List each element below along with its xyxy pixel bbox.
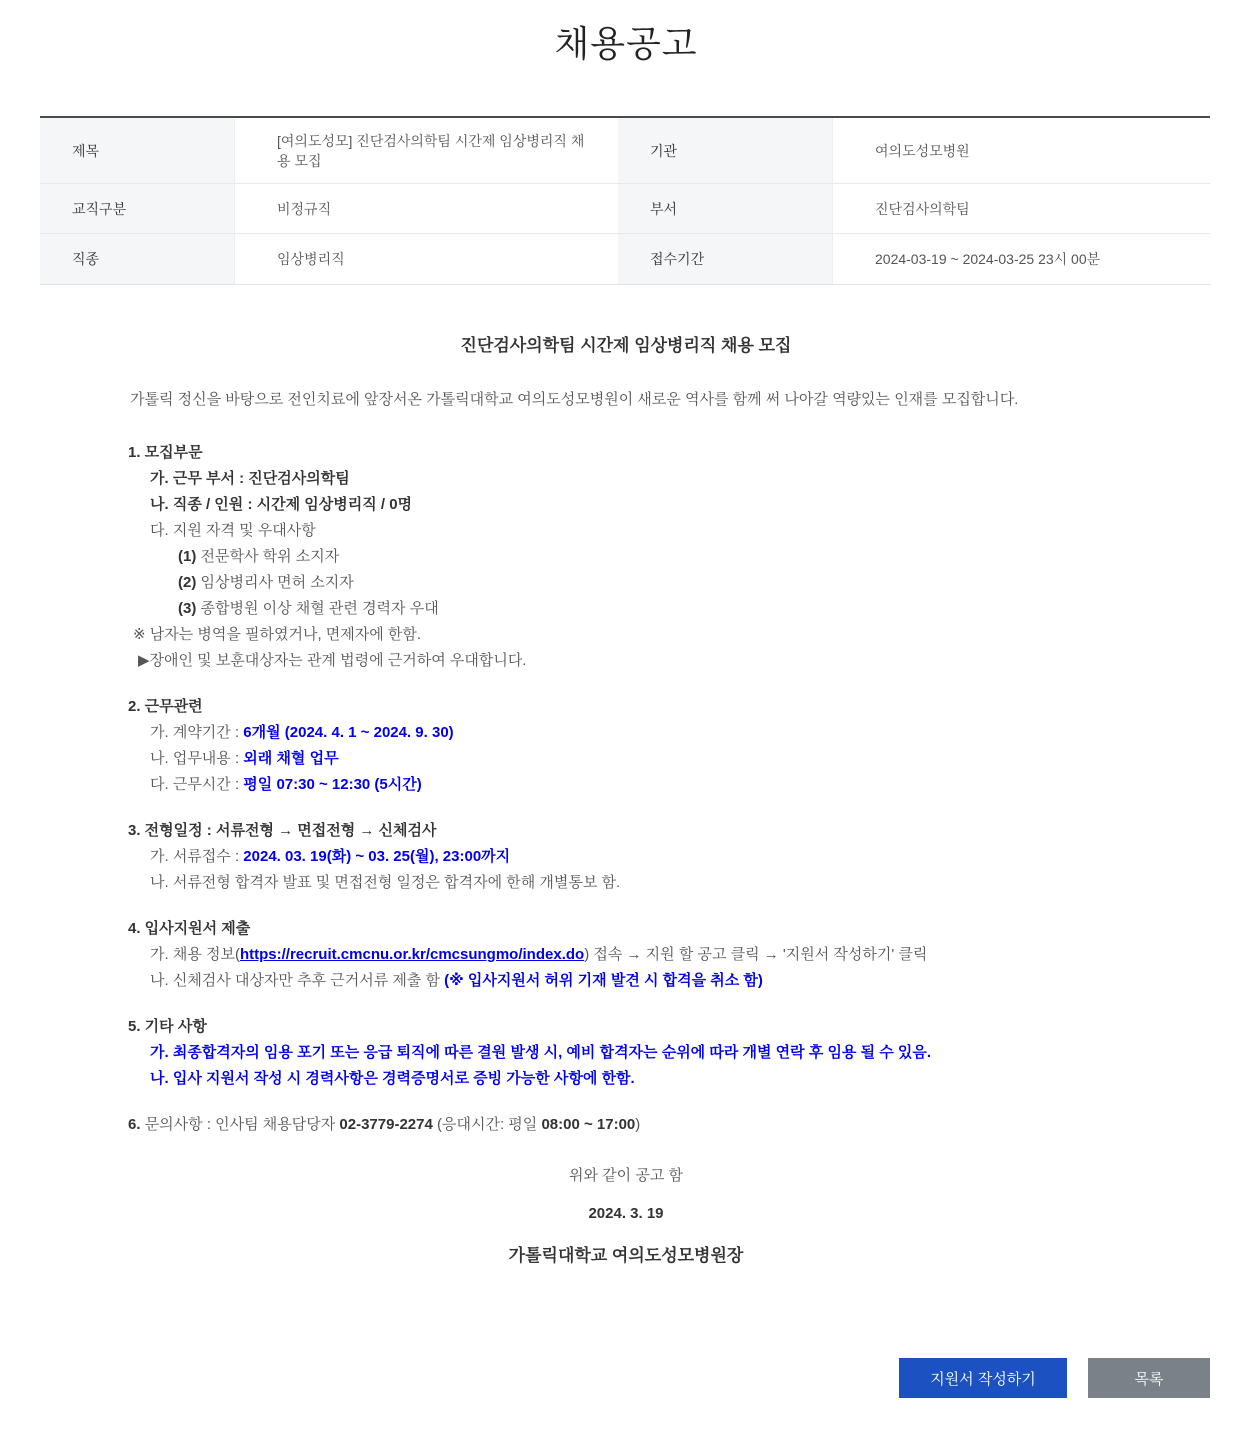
- table-label-position-type: 교직구분: [40, 184, 235, 234]
- body-line: [124, 1066, 1128, 1092]
- table-value-apply-period: 2024-03-19 ~ 2024-03-25 23시 00분: [875, 251, 1101, 267]
- text-segment: 나. 직종 / 인원 : 시간제 임상병리직 / 0명: [150, 496, 413, 513]
- closing-date: 2024. 3. 19: [588, 1205, 664, 1222]
- closing-block: [124, 1164, 1128, 1266]
- text-segment: 3. 전형일정 : 서류전형 → 면접전형 → 신체검사: [128, 822, 437, 839]
- table-value-job-category: 임상병리직: [277, 251, 345, 267]
- text-segment: (※ 입사지원서 허위 기재 발견 시 합격을 취소 함): [444, 972, 763, 989]
- text-segment: 전문학사 학위 소지자: [200, 548, 340, 565]
- text-segment: 1. 모집부문: [128, 444, 203, 461]
- body-lines: [124, 440, 1128, 1138]
- body-line: [124, 916, 1128, 942]
- text-segment: 가. 계약기간 :: [150, 724, 244, 741]
- table-label-job-category: 직종: [40, 234, 235, 284]
- button-bar: [0, 1358, 1210, 1446]
- body-line: [124, 570, 1128, 596]
- text-segment: 임상병리사 면허 소지자: [200, 574, 354, 591]
- text-segment: 다. 근무시간 :: [150, 776, 244, 793]
- body-line: [124, 466, 1128, 492]
- table-label-title: 제목: [40, 118, 235, 184]
- table-label-apply-period: 접수기간: [618, 234, 833, 284]
- body-line: [124, 492, 1128, 518]
- notice-heading: 진단검사의학팀 시간제 임상병리직 채용 모집: [460, 336, 792, 355]
- text-segment: 6개월 (2024. 4. 1 ~ 2024. 9. 30): [243, 724, 454, 741]
- text-segment: 가. 채용 정보(: [150, 946, 240, 963]
- body-line: [124, 648, 1128, 674]
- text-segment: 08:00 ~ 17:00: [541, 1116, 636, 1133]
- body-line: [124, 1112, 1128, 1138]
- text-segment: 나. 신체검사 대상자만 추후 근거서류 제출 함: [150, 972, 445, 989]
- text-segment: 나. 업무내용 :: [150, 750, 244, 767]
- body-line: [124, 968, 1128, 994]
- text-segment: 가. 최종합격자의 임용 포기 또는 응급 퇴직에 따른 결원 발생 시, 예비 합격자는 순위에 따라 개별 연락 후 임용 될 수 있음.: [150, 1044, 932, 1061]
- closing-signature: 가톨릭대학교 여의도성모병원장: [508, 1246, 744, 1265]
- text-segment: 평일 07:30 ~ 12:30 (5시간): [243, 776, 422, 793]
- body-line: [124, 1040, 1128, 1066]
- table-value-position-type: 비정규직: [235, 184, 618, 234]
- text-segment: 나. 서류전형 합격자 발표 및 면접전형 일정은 합격자에 한해 개별통보 함.: [150, 874, 621, 891]
- body-line: [124, 1014, 1128, 1040]
- text-segment: 다. 지원 자격 및 우대사항: [150, 522, 316, 539]
- body-line: [124, 746, 1128, 772]
- text-segment: 외래 채혈 업무: [243, 750, 339, 767]
- body-line: [124, 772, 1128, 798]
- body-line: [124, 942, 1128, 968]
- recruit-link[interactable]: https://recruit.cmcnu.or.kr/cmcsungmo/index.do: [239, 946, 585, 963]
- text-segment: (3): [178, 600, 201, 617]
- text-segment: 가. 근무 부서 : 진단검사의학팀: [150, 470, 350, 487]
- text-segment: 문의사항 : 인사팀 채용담당자: [144, 1116, 340, 1133]
- body-line: [124, 870, 1128, 896]
- text-segment: (2): [178, 574, 201, 591]
- text-segment: 종합병원 이상 채혈 관련 경력자 우대: [200, 600, 439, 617]
- body-line: [124, 818, 1128, 844]
- text-segment: 나. 입사 지원서 작성 시 경력사항은 경력증명서로 증빙 가능한 사항에 한함.: [150, 1070, 635, 1087]
- page-title: 채용공고: [554, 23, 698, 64]
- text-segment: ): [635, 1116, 641, 1133]
- text-segment: ※ 남자는 병역을 필하였거나, 면제자에 한함.: [133, 626, 422, 643]
- text-segment: 2. 근무관련: [128, 698, 203, 715]
- job-info-table: [40, 116, 1210, 285]
- notice-intro: 가톨릭 정신을 바탕으로 전인치료에 앞장서온 가톨릭대학교 여의도성모병원이 새로운 역사를 함께 써 나아갈 역량있는 인재를 모집합니다.: [130, 391, 1019, 408]
- body-line: [124, 622, 1128, 648]
- text-segment: 6.: [128, 1116, 145, 1133]
- closing-announce: 위와 같이 공고 함: [569, 1167, 683, 1184]
- body-line: [124, 544, 1128, 570]
- list-button[interactable]: 목록: [1088, 1358, 1210, 1398]
- body-line: [124, 518, 1128, 544]
- table-label-department: 부서: [618, 184, 833, 234]
- text-segment: 2024. 03. 19(화) ~ 03. 25(월), 23:00까지: [243, 848, 511, 865]
- body-line: [124, 440, 1128, 466]
- text-segment: ▶장애인 및 보훈대상자는 관계 법령에 근거하여 우대합니다.: [138, 652, 527, 669]
- text-segment: ) 접속 → 지원 할 공고 클릭 → '지원서 작성하기' 클릭: [584, 946, 928, 963]
- text-segment: 5. 기타 사항: [128, 1018, 207, 1035]
- text-segment: (응대시간: 평일: [432, 1116, 542, 1133]
- text-segment: 02-3779-2274: [339, 1116, 433, 1133]
- body-line: [124, 694, 1128, 720]
- body-line: [124, 844, 1128, 870]
- table-label-institution: 기관: [618, 118, 833, 184]
- notice-body: [124, 331, 1128, 1266]
- table-value-department: 진단검사의학팀: [833, 184, 1210, 234]
- text-segment: 4. 입사지원서 제출: [128, 920, 251, 937]
- table-value-institution: 여의도성모병원: [833, 118, 1210, 184]
- text-segment: 가. 서류접수 :: [150, 848, 244, 865]
- body-line: [124, 596, 1128, 622]
- apply-button[interactable]: 지원서 작성하기: [899, 1358, 1067, 1398]
- text-segment: (1): [178, 548, 201, 565]
- table-value-title: [여의도성모] 진단검사의학팀 시간제 임상병리직 채용 모집: [235, 118, 618, 184]
- body-line: [124, 720, 1128, 746]
